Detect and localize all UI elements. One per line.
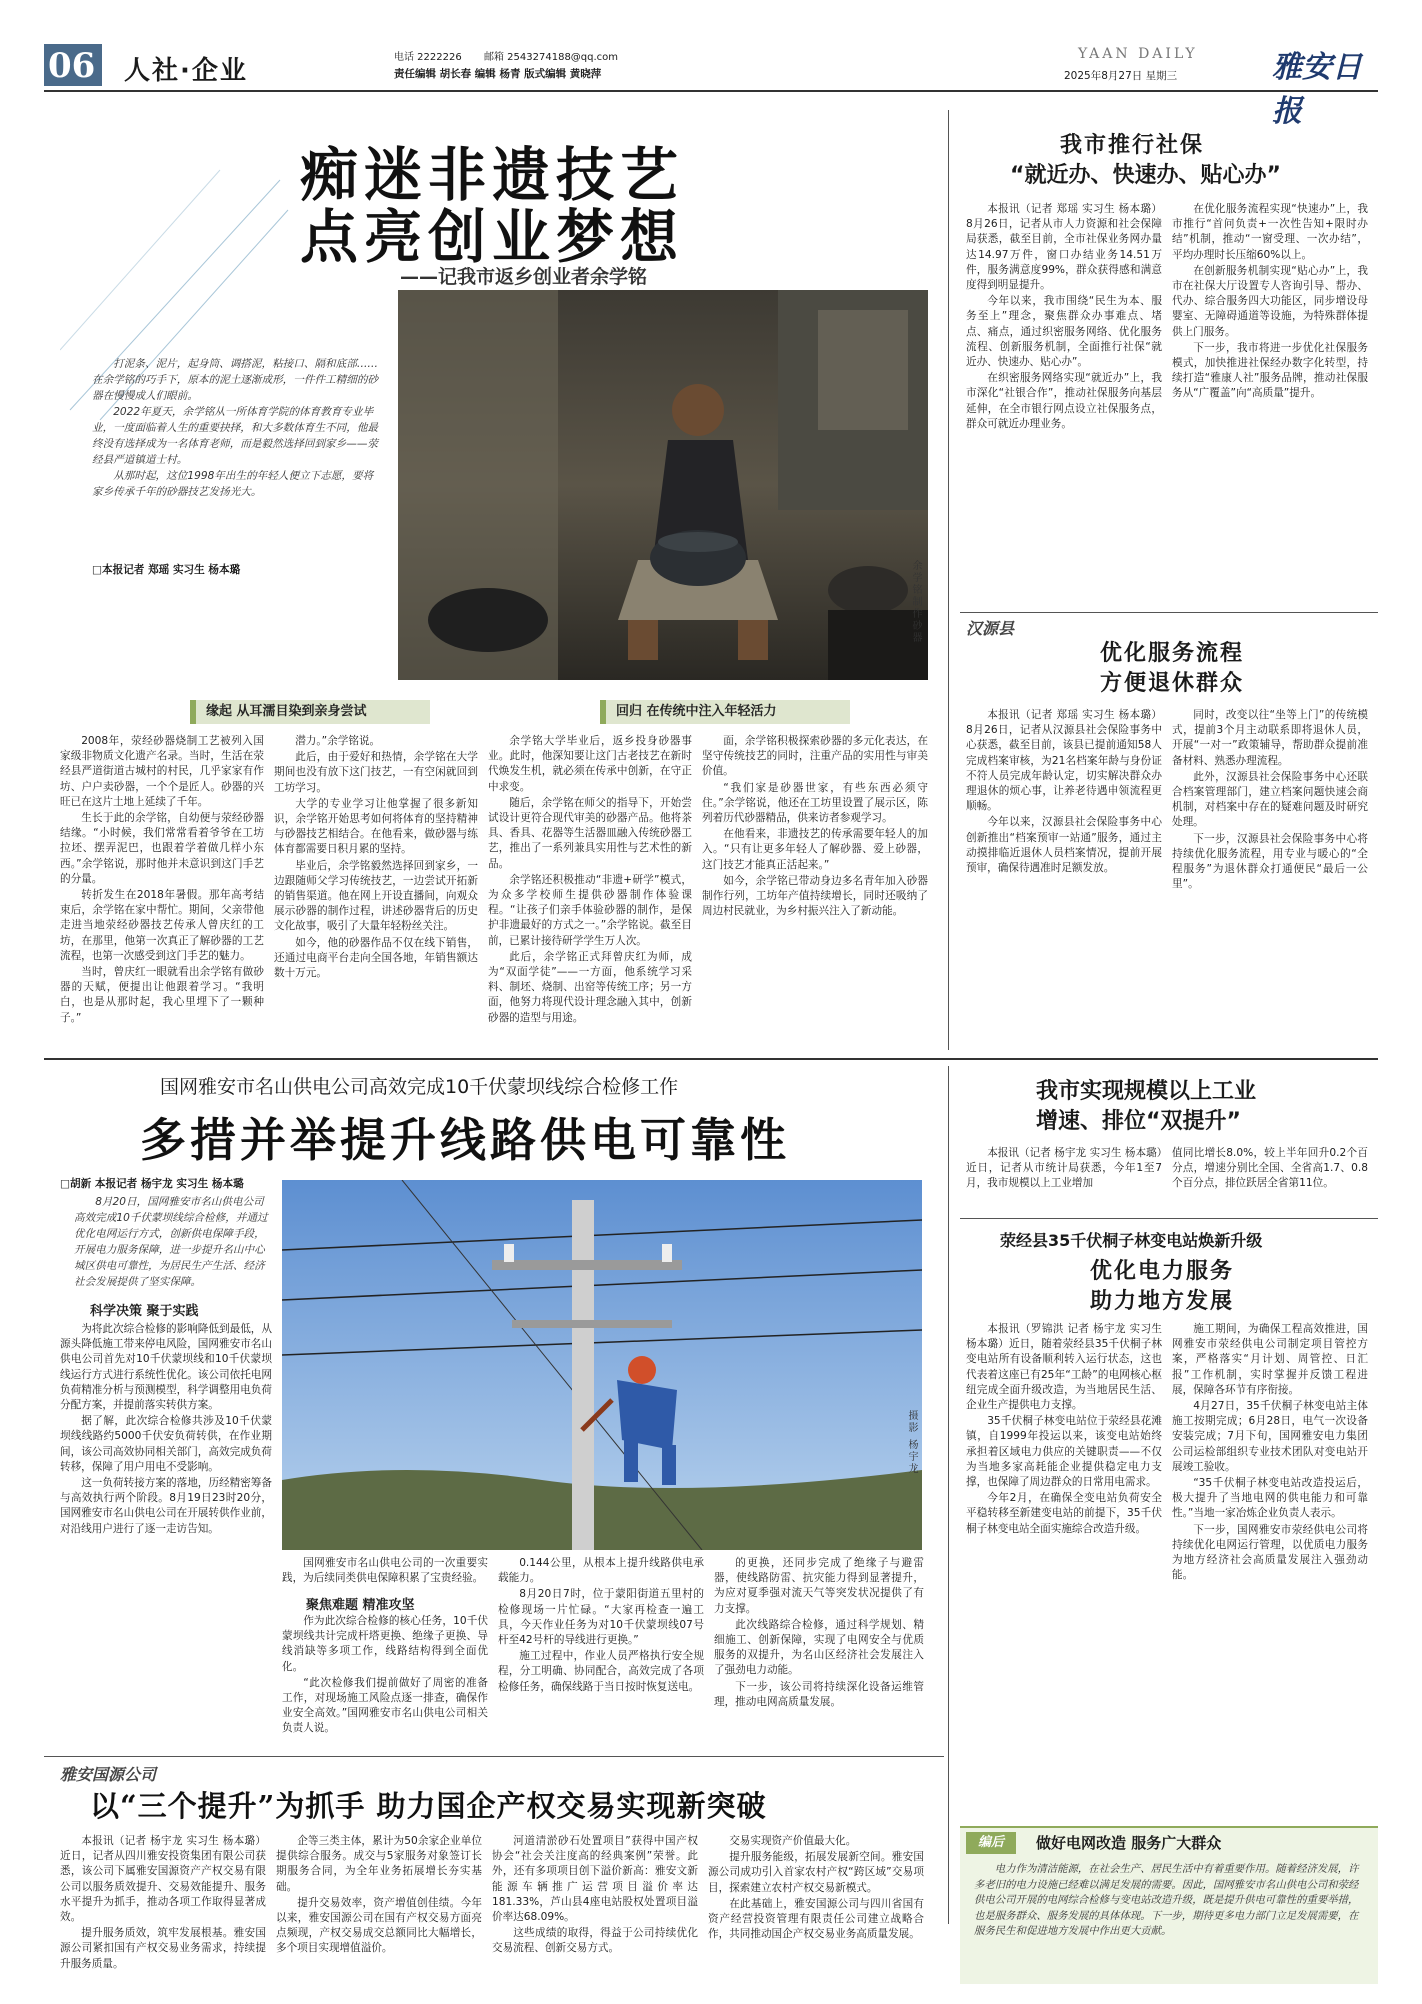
rside1-paragraph: 下一步，我市将进一步优化社保服务模式，加快推进社保经办数字化转型，持续打造“雅康人社”服务品牌，推动社保服务从“广覆盖”向“高质量”提升。 bbox=[1172, 341, 1368, 400]
rside2-paragraph: 本报讯（记者 郑瑶 实习生 杨本璐）8月26日，记者从汉源县社会保险事务中心获悉，截至目前，该县已提前通知58人完成档案审核，为21名档案年龄与身份证不符人员完成年龄认定，切实解决群众办理退休的烦心事，让养老待遇申领流程更顺畅。 bbox=[966, 709, 1162, 813]
contact-phone: 电话 2222226 bbox=[394, 52, 462, 63]
rside1-title-line1: 我市推行社保 bbox=[1060, 133, 1205, 158]
rside1-paragraph: 本报讯（记者 郑瑶 实习生 杨本璐）8月26日，记者从市人力资源和社会保障局获悉，截至目前，全市社保业务网办量达14.97万件，窗口办结业务14.51万件，服务满意度99%，群众获得感和满意度得到明显提升。 bbox=[966, 203, 1162, 292]
story1-paragraph: 余学铭大学毕业后，返乡投身砂器事业。此时，他深知要让这门古老技艺在新时代焕发生机，就必须在传承中创新，在守正中求变。 bbox=[488, 735, 692, 793]
rside4-paragraph: 下一步，国网雅安市荥经供电公司将持续优化电网运行管理，以优质电力服务为地方经济社会高质量发展注入强劲动能。 bbox=[1172, 1523, 1368, 1582]
masthead bbox=[44, 44, 1378, 129]
linework-photo-caption: 摄影 杨宇龙 bbox=[906, 1410, 917, 1476]
craftsman-photo-caption: 余学铭制作砂器 bbox=[910, 560, 921, 644]
story2-column bbox=[60, 1322, 272, 1744]
story1-paragraph: 生长于此的余学铭，自幼便与荥经砂器结缘。“小时候，我们常常看着爷爷在工坊拉坯、摆弄泥巴，也跟着学着做几样小东西。”余学铭说，那时他并未意识到这门手艺的分量。 bbox=[60, 812, 264, 885]
editor-note-text: 电力作为清洁能源，在社会生产、居民生活中有着重要作用。随着经济发展，许多老旧的电力设施已经难以满足发展的需要。因此，国网雅安市名山供电公司和荥经供电公司开展的电网综合检修与变电站改造升级，既是提升供电可靠性的重要举措，也是服务群众、服务发展的具体体现。下一步，期待更多电力部门立足发展需要，在服务民生和促进地方发展中作出更大贡献。 bbox=[974, 1863, 1359, 1937]
rside1-paragraph: 在优化服务流程实现“快速办”上，我市推行“首问负责+一次性告知+限时办结”机制，推动“一窗受理、一次办结”，平均办理时长压缩60%以上。 bbox=[1172, 203, 1368, 261]
rside2-paragraph: 同时，改变以往“坐等上门”的传统模式，提前3个月主动联系即将退休人员，开展“一对一”政策辅导，帮助群众提前准备材料、熟悉办理流程。 bbox=[1172, 709, 1368, 767]
story2-paragraph: 这一负荷转接方案的落地，历经精密筹备与高效执行两个阶段。8月19日23时20分，国网雅安市名山供电公司在开展转供作业前，对沿线用户进行了逐一走访告知。 bbox=[60, 1477, 272, 1535]
story1-paragraph: 转折发生在2018年暑假。那年高考结束后，余学铭在家中帮忙。期间，父亲带他走进当地荥经砂器技艺传承人曾庆红的工坊，在那里，他第一次真正了解砂器的工艺流程，也第一次感受到这门手艺的魅力。 bbox=[60, 889, 264, 962]
editor-note-title: 做好电网改造 服务广大群众 bbox=[1036, 1834, 1222, 1852]
story2-column bbox=[498, 1556, 704, 1744]
rside1-paragraph: 在织密服务网络实现“就近办”上，我市深化“社银合作”，推动社保服务向基层延伸，在全市银行网点设立社保服务点，群众可就近办理业务。 bbox=[966, 372, 1162, 430]
masthead-rule bbox=[44, 90, 1378, 92]
rside4-paragraph: 本报讯（罗锦洪 记者 杨宇龙 实习生 杨本璐）近日，随着荥经县35千伏桐子林变电站所有设备顺利转入运行状态，这也代表着这座已有25年“工龄”的电网核心枢纽完成全面升级改造，为当地居民生活、企业生产提供电力支撑。 bbox=[966, 1323, 1162, 1412]
story1-paragraph: 毕业后，余学铭毅然选择回到家乡，一边跟随师父学习传统技艺，一边尝试开拓新的销售渠道。他在网上开设直播间，向观众展示砂器的制作过程，讲述砂器背后的历史文化故事，吸引了大量年轻粉丝关注。 bbox=[274, 859, 478, 933]
contact-email: 邮箱 2543274188@qq.com bbox=[484, 52, 619, 63]
story1-byline: □本报记者 郑瑶 实习生 杨本璐 bbox=[92, 564, 241, 576]
rside3-column: 值同比增长8.0%，较上半年回升0.2个百分点，增速分别比全国、全省高1.7、0.8个百分点，排位跃居全省第11位。 bbox=[1172, 1147, 1368, 1190]
story1-paragraph: 潜力。”余学铭说。 bbox=[295, 735, 381, 747]
story1-banner-origin: 缘起 从耳濡目染到亲身尝试 bbox=[190, 700, 430, 724]
story2-paragraph: 据了解，此次综合检修共涉及10千伏蒙坝线线路约5000千伏安负荷转供，在作业期间，该公司高效协同相关部门，高效完成负荷转移，保障了用户用电不受影响。 bbox=[60, 1415, 272, 1473]
story1-paragraph: 面，余学铭积极探索砂器的多元化表达，在坚守传统技艺的同时，注重产品的实用性与审美价值。 bbox=[702, 735, 928, 778]
linework-photo bbox=[282, 1180, 922, 1550]
story2-subhead-tackle: 聚焦难题 精准攻坚 bbox=[306, 1598, 415, 1613]
story2-paragraph: “此次检修我们提前做好了周密的准备工作，对现场施工风险点逐一排查，确保作业安全高效。”国网雅安市名山供电公司相关负责人说。 bbox=[282, 1676, 488, 1735]
rside3-column: 本报讯（记者 杨宇龙 实习生 杨本璐）近日，记者从市统计局获悉，今年1至7月，我市规模以上工业增加 bbox=[966, 1147, 1162, 1190]
rside4-title-line2: 助力地方发展 bbox=[1090, 1289, 1235, 1314]
rside2-kicker: 汉源县 bbox=[966, 619, 1015, 638]
story1-column bbox=[702, 734, 928, 1046]
story2-paragraph: 施工过程中，作业人员严格执行安全规程，分工明确、协同配合，高效完成了各项检修任务，确保线路于当日按时恢复送电。 bbox=[498, 1650, 704, 1693]
column-divider bbox=[948, 110, 949, 1050]
story3-paragraph: 河道清淤砂石处置项目”获得中国产权协会“社会关注度高的经典案例”荣誉。此外，还有多项项目创下溢价新高：雅安文新能源车辆推广运营项目溢价率达181.33%，芦山县4座电站股权处置项目溢价率达68.09%。 bbox=[492, 1835, 698, 1924]
story3-paragraph: 本报讯（记者 杨宇龙 实习生 杨本璐）近日，记者从四川雅安投资集团有限公司获悉，该公司下属雅安国源资产产权交易有限公司以服务质效提升、交易效能提升、服务水平提升为抓手，推动各项工作取得显著成效。 bbox=[60, 1835, 266, 1924]
story3-paragraph: 交易实现资产价值最大化。 bbox=[729, 1835, 857, 1847]
story1-lead bbox=[92, 356, 382, 500]
section-name: 人社·企业 bbox=[124, 56, 248, 86]
rside1-paragraph: 在创新服务机制实现“贴心办”上，我市在社保大厅设置专人咨询引导、帮办、代办、综合服务四大功能区，同步增设母婴室、无障碍通道等设施，为特殊群体提供上门服务。 bbox=[1172, 264, 1368, 338]
story1-paragraph: 如今，他的砂器作品不仅在线下销售，还通过电商平台走向全国各地，年销售额达数十万元。 bbox=[274, 936, 478, 980]
rside2-column bbox=[966, 708, 1162, 1048]
story3-paragraph: 提升服务质效，筑牢发展根基。雅安国源公司紧扣国有产权交易业务需求，持续提升服务质量。 bbox=[60, 1927, 266, 1970]
story2-paragraph: 下一步，该公司将持续深化设备运维管理，推动电网高质量发展。 bbox=[714, 1680, 924, 1708]
rside2-paragraph: 此外，汉源县社会保险事务中心还联合档案管理部门，建立档案问题快速会商机制，对档案中存在的疑难问题及时研究处理。 bbox=[1172, 770, 1368, 829]
rside4-paragraph: 35千伏桐子林变电站位于荥经县花滩镇，自1999年投运以来，该变电站始终承担着区域电力供应的关键职责——不仅为当地多家高耗能企业提供稳定电力支撑，也保障了周边群众的日常用电需求。 bbox=[966, 1415, 1162, 1489]
editor-credits: 责任编辑 胡长春 编辑 杨青 版式编辑 黄晓萍 bbox=[394, 68, 602, 80]
story1-subtitle: ——记我市返乡创业者余学铭 bbox=[400, 266, 648, 288]
story1-banner-return: 回归 在传统中注入年轻活力 bbox=[600, 700, 850, 724]
story3-column bbox=[708, 1834, 924, 1984]
issue-date: 2025年8月27日 星期三 bbox=[1064, 70, 1178, 82]
story3-title: 以“三个提升”为抓手 助力国企产权交易实现新突破 bbox=[90, 1789, 767, 1823]
section-divider bbox=[44, 1058, 1378, 1060]
story1-column bbox=[60, 734, 264, 1046]
story1-title-line1: 痴迷非遗技艺 bbox=[300, 141, 685, 209]
story1-column bbox=[488, 734, 692, 1046]
story1-paragraph: 当时，曾庆红一眼就看出余学铭有做砂器的天赋，便提出让他跟着学习。“我明白，也是从那时起，我心里埋下了一颗种子。” bbox=[60, 966, 264, 1024]
story1-paragraph: 余学铭还积极推动“非遗+研学”模式，为众多学校师生提供砂器制作体验课程。“让孩子们亲手体验砂器的制作，是保护非遗最好的方式之一。”余学铭说。截至目前，已累计接待研学学生万人次。 bbox=[488, 873, 692, 947]
rside4-paragraph: 今年2月，在确保全变电站负荷安全平稳转移至新建变电站的前提下，35千伏桐子林变电站全面实施综合改造升级。 bbox=[966, 1492, 1162, 1535]
story2-column bbox=[282, 1614, 488, 1744]
story2-byline: □胡新 本报记者 杨宇龙 实习生 杨本璐 bbox=[60, 1178, 244, 1190]
story1-paragraph: 如今，余学铭已带动身边多名青年加入砂器制作行列，工坊年产值持续增长，同时还吸纳了周边村民就业，为乡村振兴注入了新动能。 bbox=[702, 874, 928, 918]
story3-paragraph: 提升交易效率，资产增值创佳绩。今年以来，雅安国源公司在国有产权交易方面亮点频现，产权交易成交总额同比大幅增长，多个项目实现增值溢价。 bbox=[276, 1896, 482, 1955]
rside4-paragraph: 4月27日，35千伏桐子林变电站主体施工按期完成；6月28日，电气一次设备安装完成；7月下旬，国网雅安电力集团公司运检部组织专业技术团队对变电站开展竣工验收。 bbox=[1172, 1400, 1368, 1473]
lead-paragraph: 2022年夏天，余学铭从一所体育学院的体育教育专业毕业，一度面临着人生的重要抉择，和大多数体育生不同，他最终没有选择成为一名体育老师，而是毅然选择回到家乡——荥经县严道镇道士村。 bbox=[92, 406, 379, 466]
story3-column bbox=[492, 1834, 698, 1984]
story1-paragraph: 在他看来，非遗技艺的传承需要年轻人的加入。“只有让更多年轻人了解砂器、爱上砂器，这门技艺才能真正活起来。” bbox=[702, 828, 928, 871]
story3-column bbox=[276, 1834, 482, 1984]
section-divider bbox=[44, 1756, 944, 1757]
story2-paragraph: 国网雅安市名山供电公司的一次重要实践，为后续同类供电保障积累了宝贵经验。 bbox=[282, 1557, 488, 1585]
paper-name-en: YAAN DAILY bbox=[1078, 46, 1198, 62]
story2-column bbox=[714, 1556, 924, 1744]
craftsman-photo bbox=[398, 290, 928, 680]
rside4-column bbox=[1172, 1322, 1368, 1820]
lead-paragraph: 从那时起，这位1998年出生的年轻人便立下志愿，要将家乡传承千年的砂器技艺发扬光大。 bbox=[92, 470, 374, 498]
rside3-title-line2: 增速、排位“双提升” bbox=[1036, 1109, 1241, 1134]
rside4-paragraph: 施工期间，为确保工程高效推进，国网雅安市荥经供电公司制定项目管控方案，严格落实“月计划、周管控、日汇报”工作机制，实时掌握并反馈工程进展，保障各环节有序衔接。 bbox=[1172, 1323, 1368, 1396]
story1-title-line2: 点亮创业梦想 bbox=[300, 203, 685, 271]
rside2-paragraph: 下一步，汉源县社会保险事务中心将持续优化服务流程，用专业与暖心的“全程服务”为退休群众打通便民“最后一公里”。 bbox=[1172, 832, 1368, 891]
story2-paragraph: 0.144公里，从根本上提升线路供电承载能力。 bbox=[498, 1557, 704, 1585]
story1-paragraph: 随后，余学铭在师父的指导下，开始尝试设计更符合现代审美的砂器产品。他将茶具、香具、花器等生活器皿融入传统砂器工艺，推出了一系列兼具实用性与艺术性的新品。 bbox=[488, 796, 692, 870]
story1-paragraph: 2008年，荥经砂器烧制工艺被列入国家级非物质文化遗产名录。当时，生活在荥经县严道街道古城村的村民，几乎家家有作坊、户户卖砂器，一个个是匠人。砂器的兴旺已在这片土地上延续了千年。 bbox=[60, 735, 264, 808]
rside1-paragraph: 今年以来，我市围绕“民生为本、服务至上”理念，聚焦群众办事难点、堵点、痛点，通过织密服务网络、优化服务流程、创新服务机制，全面推行社保“就近办、快速办、贴心办”。 bbox=[966, 295, 1162, 369]
paper-name-cn: 雅安日报 bbox=[1272, 50, 1362, 129]
story3-paragraph: 这些成绩的取得，得益于公司持续优化交易流程、创新交易方式。 bbox=[492, 1927, 698, 1955]
rside4-kicker: 荥经县35千伏桐子林变电站焕新升级 bbox=[1000, 1231, 1263, 1250]
rside4-title-line1: 优化电力服务 bbox=[1090, 1259, 1235, 1284]
rside1-column bbox=[1172, 202, 1368, 602]
rside3-title-line1: 我市实现规模以上工业 bbox=[1036, 1079, 1257, 1104]
rside2-column bbox=[1172, 708, 1368, 1048]
rside1-title-line2: “就近办、快速办、贴心办” bbox=[1010, 163, 1281, 188]
column-divider bbox=[948, 1066, 949, 1924]
section-divider bbox=[960, 612, 1378, 613]
story3-paragraph: 企等三类主体，累计为50余家企业单位提供综合服务。成交与5家服务对象签订长期服务合同，为全年业务拓展增长夯实基础。 bbox=[276, 1835, 482, 1893]
story1-paragraph: 此后，余学铭正式拜曾庆红为师，成为“双面学徒”——一方面，他系统学习采料、制坯、烧制、出窑等传统工序；另一方面，他努力将现代设计理念融入其中，创新砂器的造型与用途。 bbox=[488, 950, 692, 1024]
section-divider bbox=[960, 1218, 1378, 1219]
story3-paragraph: 提升服务能级，拓展发展新空间。雅安国源公司成功引入首家农村产权“跨区域”交易项目，探索建立农村产权交易新模式。 bbox=[708, 1851, 924, 1894]
story2-lead: 8月20日，国网雅安市名山供电公司高效完成10千伏蒙坝线综合检修，并通过优化电网运行方式，创新供电保障手段，开展电力服务保障，进一步提升名山中心城区供电可靠性，为居民生产生活、经济社会发展提供了坚实保障。 bbox=[74, 1196, 268, 1288]
editor-note-tag: 编后 bbox=[966, 1832, 1016, 1854]
story3-paragraph: 在此基础上，雅安国源公司与四川省国有资产经营投资管理有限责任公司建立战略合作，共同推动国企产权交易业务高质量发展。 bbox=[708, 1897, 924, 1941]
story2-kicker: 国网雅安市名山供电公司高效完成10千伏蒙坝线综合检修工作 bbox=[160, 1076, 679, 1098]
rside2-paragraph: 今年以来，汉源县社会保险事务中心创新推出“档案预审一站通”服务，通过主动摸排临近退休人员档案情况，提前开展预审，确保待遇准时足额发放。 bbox=[966, 816, 1162, 875]
story1-paragraph: “我们家是砂器世家，有些东西必须守住。”余学铭说，他还在工坊里设置了展示区，陈列着历代砂器精品，供来访者参观学习。 bbox=[702, 781, 928, 825]
story2-subhead-decision: 科学决策 聚于实践 bbox=[90, 1304, 199, 1319]
story1-paragraph: 大学的专业学习让他掌握了很多新知识，余学铭开始思考如何将体育的坚持精神与砂器技艺相结合。在他看来，做砂器与练体育都需要日积月累的坚持。 bbox=[274, 797, 478, 856]
story1-paragraph: 此后，由于爱好和热情，余学铭在大学期间也没有放下这门技艺，一有空闲就回到工坊学习。 bbox=[274, 751, 478, 794]
story2-paragraph: 作为此次综合检修的核心任务，10千伏蒙坝线共计完成杆塔更换、绝缘子更换、导线消缺等多项工作，线路结构得到全面优化。 bbox=[282, 1615, 488, 1673]
lead-paragraph: 打泥条、泥片，起身筒、调搭泥，粘接口、隔和底部……在余学铭的巧手下，原本的泥土逐渐成形，一件件工精细的砂器在慢慢成人们眼前。 bbox=[92, 358, 379, 402]
story2-paragraph: 的更换，还同步完成了绝缘子与避雷器，使线路防雷、抗灾能力得到显著提升，为应对夏季强对流天气等突发状况提供了有力支撑。 bbox=[714, 1557, 924, 1615]
rside4-paragraph: “35千伏桐子林变电站改造投运后，极大提升了当地电网的供电能力和可靠性。”当地一家冶炼企业负责人表示。 bbox=[1172, 1477, 1368, 1520]
rside2-title-line2: 方便退休群众 bbox=[1100, 671, 1245, 696]
rside4-column bbox=[966, 1322, 1162, 1820]
page-number: 06 bbox=[48, 46, 96, 86]
story3-column bbox=[60, 1834, 266, 1984]
rside2-title-line1: 优化服务流程 bbox=[1100, 641, 1245, 666]
story2-paragraph: 此次线路综合检修，通过科学规划、精细施工、创新保障，实现了电网安全与优质服务的双提升，为名山区经济社会发展注入了强劲电力动能。 bbox=[714, 1618, 924, 1677]
rside1-column bbox=[966, 202, 1162, 602]
story3-kicker: 雅安国源公司 bbox=[60, 1765, 157, 1784]
story2-paragraph: 为将此次综合检修的影响降低到最低，从源头降低施工带来停电风险，国网雅安市名山供电公司首先对10千伏蒙坝线和10千伏蒙坝线运行方式进行系统性优化。该公司依托电网负荷精准分析与预测模型，科学调整用电负荷分配方案，并提前落实转供方案。 bbox=[60, 1323, 272, 1412]
story2-title: 多措并举提升线路供电可靠性 bbox=[140, 1113, 790, 1167]
story1-column bbox=[274, 734, 478, 1046]
story2-paragraph: 8月20日7时，位于蒙阳街道五里村的检修现场一片忙碌。“大家再检查一遍工具，今天作业任务为对10千伏蒙坝线07号杆至42号杆的导线进行更换。” bbox=[498, 1588, 704, 1647]
